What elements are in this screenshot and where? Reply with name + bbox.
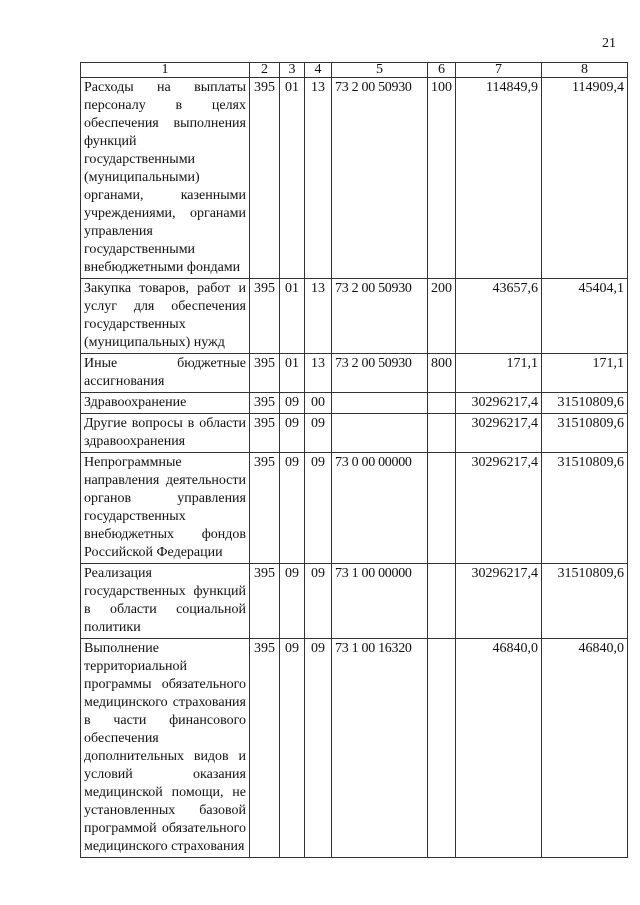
- target-article-code: 73 1 00 16320: [332, 639, 428, 858]
- amount-year-2: 46840,0: [542, 639, 628, 858]
- expense-name: Реализация государственных функций в области социальной политики: [81, 564, 250, 639]
- table-row: [81, 414, 628, 453]
- amount-year-2: 31510809,6: [542, 393, 628, 414]
- amount-year-1: 30296217,4: [456, 393, 542, 414]
- subsection-code: 09: [305, 414, 332, 453]
- column-header: 1: [81, 63, 250, 78]
- table-row: [81, 564, 628, 639]
- amount-year-2: 31510809,6: [542, 453, 628, 564]
- subsection-code: 13: [305, 279, 332, 354]
- expense-name: Иные бюджетные ассигнования: [81, 354, 250, 393]
- expense-name: Другие вопросы в области здравоохранения: [81, 414, 250, 453]
- section-code: 09: [280, 564, 305, 639]
- table-row: [81, 354, 628, 393]
- column-header: 4: [305, 63, 332, 78]
- table-row: [81, 279, 628, 354]
- ministry-code: 395: [250, 639, 280, 858]
- amount-year-2: 45404,1: [542, 279, 628, 354]
- target-article-code: 73 0 00 00000: [332, 453, 428, 564]
- column-header: 2: [250, 63, 280, 78]
- amount-year-1: 30296217,4: [456, 564, 542, 639]
- expense-type-code: [428, 453, 456, 564]
- column-header: 8: [542, 63, 628, 78]
- subsection-code: 09: [305, 639, 332, 858]
- target-article-code: [332, 393, 428, 414]
- subsection-code: 09: [305, 564, 332, 639]
- target-article-code: [332, 414, 428, 453]
- section-code: 09: [280, 414, 305, 453]
- table-row: [81, 639, 628, 858]
- amount-year-1: 46840,0: [456, 639, 542, 858]
- column-header: 5: [332, 63, 428, 78]
- page-number: 21: [602, 36, 616, 51]
- target-article-code: 73 2 00 50930: [332, 279, 428, 354]
- ministry-code: 395: [250, 354, 280, 393]
- amount-year-2: 31510809,6: [542, 414, 628, 453]
- expense-type-code: [428, 393, 456, 414]
- section-code: 01: [280, 78, 305, 279]
- amount-year-1: 30296217,4: [456, 414, 542, 453]
- expense-name: Выполнение территориальной программы обязательного медицинского страхования в части финансового обеспечения дополнительных видов и условий оказания медицинской помощи, не установленных базовой программой обязательного медицинского страхования: [81, 639, 250, 858]
- header-row: [81, 63, 628, 78]
- amount-year-2: 31510809,6: [542, 564, 628, 639]
- section-code: 01: [280, 354, 305, 393]
- ministry-code: 395: [250, 393, 280, 414]
- expense-type-code: 200: [428, 279, 456, 354]
- target-article-code: 73 2 00 50930: [332, 78, 428, 279]
- subsection-code: 00: [305, 393, 332, 414]
- expense-type-code: [428, 414, 456, 453]
- expense-type-code: [428, 639, 456, 858]
- column-header: 7: [456, 63, 542, 78]
- column-header: 3: [280, 63, 305, 78]
- amount-year-2: 114909,4: [542, 78, 628, 279]
- section-code: 09: [280, 639, 305, 858]
- section-code: 09: [280, 453, 305, 564]
- table-row: [81, 78, 628, 279]
- amount-year-1: 30296217,4: [456, 453, 542, 564]
- amount-year-2: 171,1: [542, 354, 628, 393]
- section-code: 09: [280, 393, 305, 414]
- expense-name: Расходы на выплаты персоналу в целях обеспечения выполнения функций государственными (муниципальными) органами, казенными учреждениями, органами управления государственными внебюджетными фондами: [81, 78, 250, 279]
- target-article-code: 73 1 00 00000: [332, 564, 428, 639]
- amount-year-1: 43657,6: [456, 279, 542, 354]
- expense-name: Здравоохранение: [81, 393, 250, 414]
- table-row: [81, 453, 628, 564]
- expense-type-code: 100: [428, 78, 456, 279]
- ministry-code: 395: [250, 279, 280, 354]
- subsection-code: 13: [305, 78, 332, 279]
- subsection-code: 13: [305, 354, 332, 393]
- column-header: 6: [428, 63, 456, 78]
- expense-name: Непрограммные направления деятельности органов управления государственных внебюджетных фондов Российской Федерации: [81, 453, 250, 564]
- table-row: [81, 393, 628, 414]
- ministry-code: 395: [250, 564, 280, 639]
- expense-type-code: [428, 564, 456, 639]
- ministry-code: 395: [250, 78, 280, 279]
- ministry-code: 395: [250, 414, 280, 453]
- amount-year-1: 114849,9: [456, 78, 542, 279]
- budget-table: [80, 62, 628, 858]
- subsection-code: 09: [305, 453, 332, 564]
- amount-year-1: 171,1: [456, 354, 542, 393]
- expense-name: Закупка товаров, работ и услуг для обеспечения государственных (муниципальных) нужд: [81, 279, 250, 354]
- ministry-code: 395: [250, 453, 280, 564]
- expense-type-code: 800: [428, 354, 456, 393]
- section-code: 01: [280, 279, 305, 354]
- target-article-code: 73 2 00 50930: [332, 354, 428, 393]
